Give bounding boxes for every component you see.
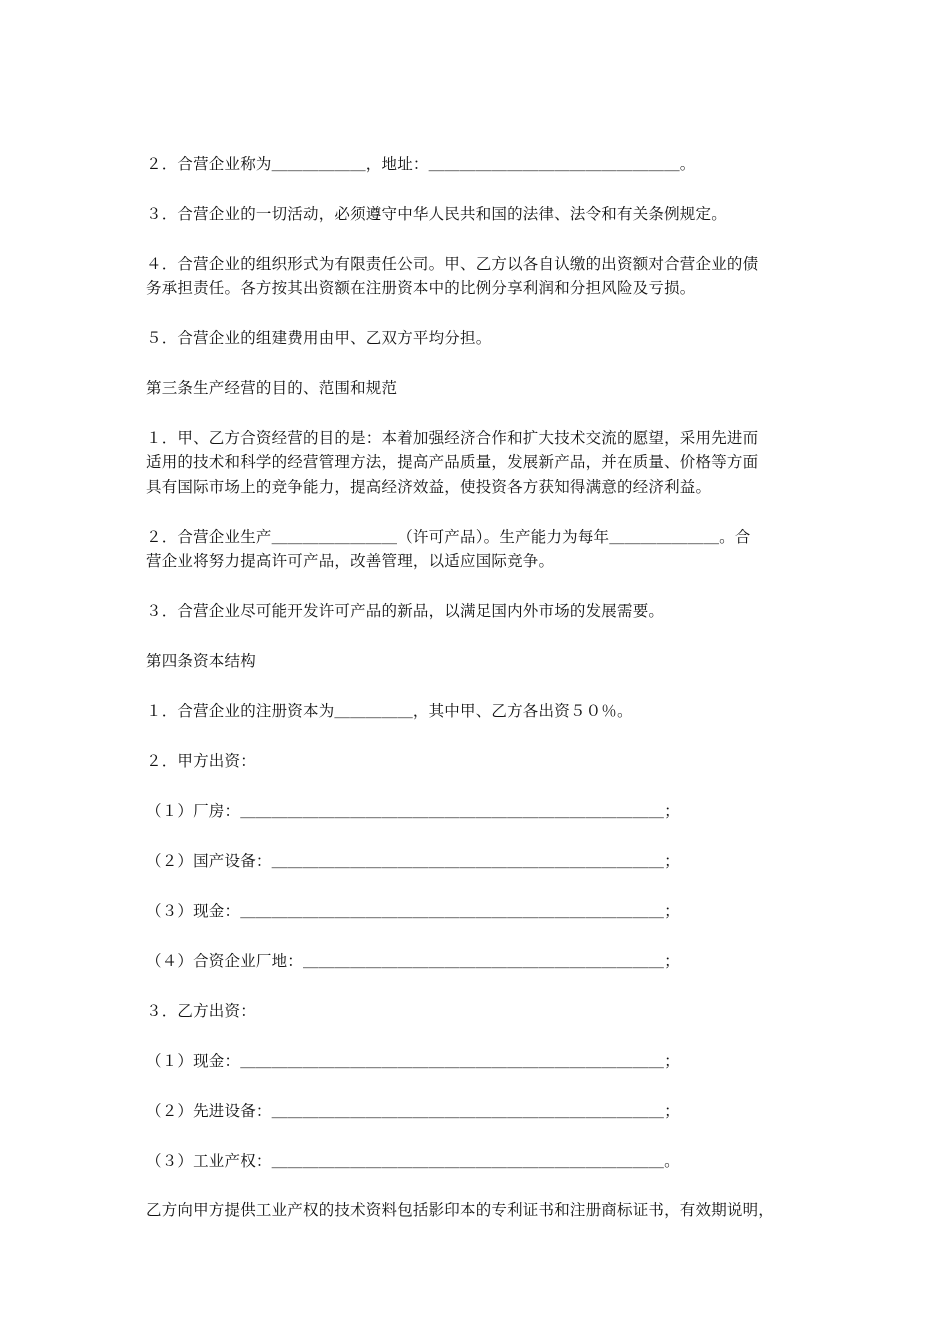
doc-line: （３）现金：＿＿＿＿＿＿＿＿＿＿＿＿＿＿＿＿＿＿＿＿＿＿＿＿＿＿＿；	[146, 902, 680, 920]
doc-line: 具有国际市场上的竞争能力，提高经济效益，使投资各方获知得满意的经济利益。	[146, 478, 712, 496]
doc-line: ４．合营企业的组织形式为有限责任公司。甲、乙方以各自认缴的出资额对合营企业的债	[146, 255, 759, 273]
doc-line: （３）工业产权：＿＿＿＿＿＿＿＿＿＿＿＿＿＿＿＿＿＿＿＿＿＿＿＿＿。	[146, 1152, 680, 1170]
doc-line: １．甲、乙方合资经营的目的是：本着加强经济合作和扩大技术交流的愿望，采用先进而	[146, 429, 759, 447]
doc-line: （２）国产设备：＿＿＿＿＿＿＿＿＿＿＿＿＿＿＿＿＿＿＿＿＿＿＿＿＿；	[146, 852, 680, 870]
doc-line: （１）厂房：＿＿＿＿＿＿＿＿＿＿＿＿＿＿＿＿＿＿＿＿＿＿＿＿＿＿＿；	[146, 802, 680, 820]
doc-line: ５．合营企业的组建费用由甲、乙双方平均分担。	[146, 329, 492, 347]
doc-line: （４）合资企业厂地：＿＿＿＿＿＿＿＿＿＿＿＿＿＿＿＿＿＿＿＿＿＿＿；	[146, 952, 680, 970]
doc-line: ３．乙方出资：	[146, 1002, 256, 1020]
doc-line: １．合营企业的注册资本为＿＿＿＿＿，其中甲、乙方各出资５０％。	[146, 702, 633, 720]
section-heading: 第三条生产经营的目的、范围和规范	[146, 379, 398, 397]
doc-line: ３．合营企业的一切活动，必须遵守中华人民共和国的法律、法令和有关条例规定。	[146, 205, 727, 223]
doc-line: ２．合营企业生产＿＿＿＿＿＿＿＿（许可产品）。生产能力为每年＿＿＿＿＿＿＿。合	[146, 528, 751, 546]
doc-line: （２）先进设备：＿＿＿＿＿＿＿＿＿＿＿＿＿＿＿＿＿＿＿＿＿＿＿＿＿；	[146, 1102, 680, 1120]
doc-line: 适用的技术和科学的经营管理方法，提高产品质量，发展新产品，并在质量、价格等方面	[146, 453, 759, 471]
doc-line: 营企业将努力提高许可产品，改善管理，以适应国际竞争。	[146, 552, 555, 570]
doc-line: ２．甲方出资：	[146, 752, 256, 770]
doc-line: ２．合营企业称为＿＿＿＿＿＿，地址：＿＿＿＿＿＿＿＿＿＿＿＿＿＿＿＿。	[146, 155, 696, 173]
doc-line: 务承担责任。各方按其出资额在注册资本中的比例分享利润和分担风险及亏损。	[146, 279, 696, 297]
doc-line: ３．合营企业尽可能开发许可产品的新品，以满足国内外市场的发展需要。	[146, 602, 665, 620]
doc-line: （１）现金：＿＿＿＿＿＿＿＿＿＿＿＿＿＿＿＿＿＿＿＿＿＿＿＿＿＿＿；	[146, 1052, 680, 1070]
doc-line: 乙方向甲方提供工业产权的技术资料包括影印本的专利证书和注册商标证书，有效期说明，	[146, 1201, 775, 1219]
section-heading: 第四条资本结构	[146, 652, 256, 670]
